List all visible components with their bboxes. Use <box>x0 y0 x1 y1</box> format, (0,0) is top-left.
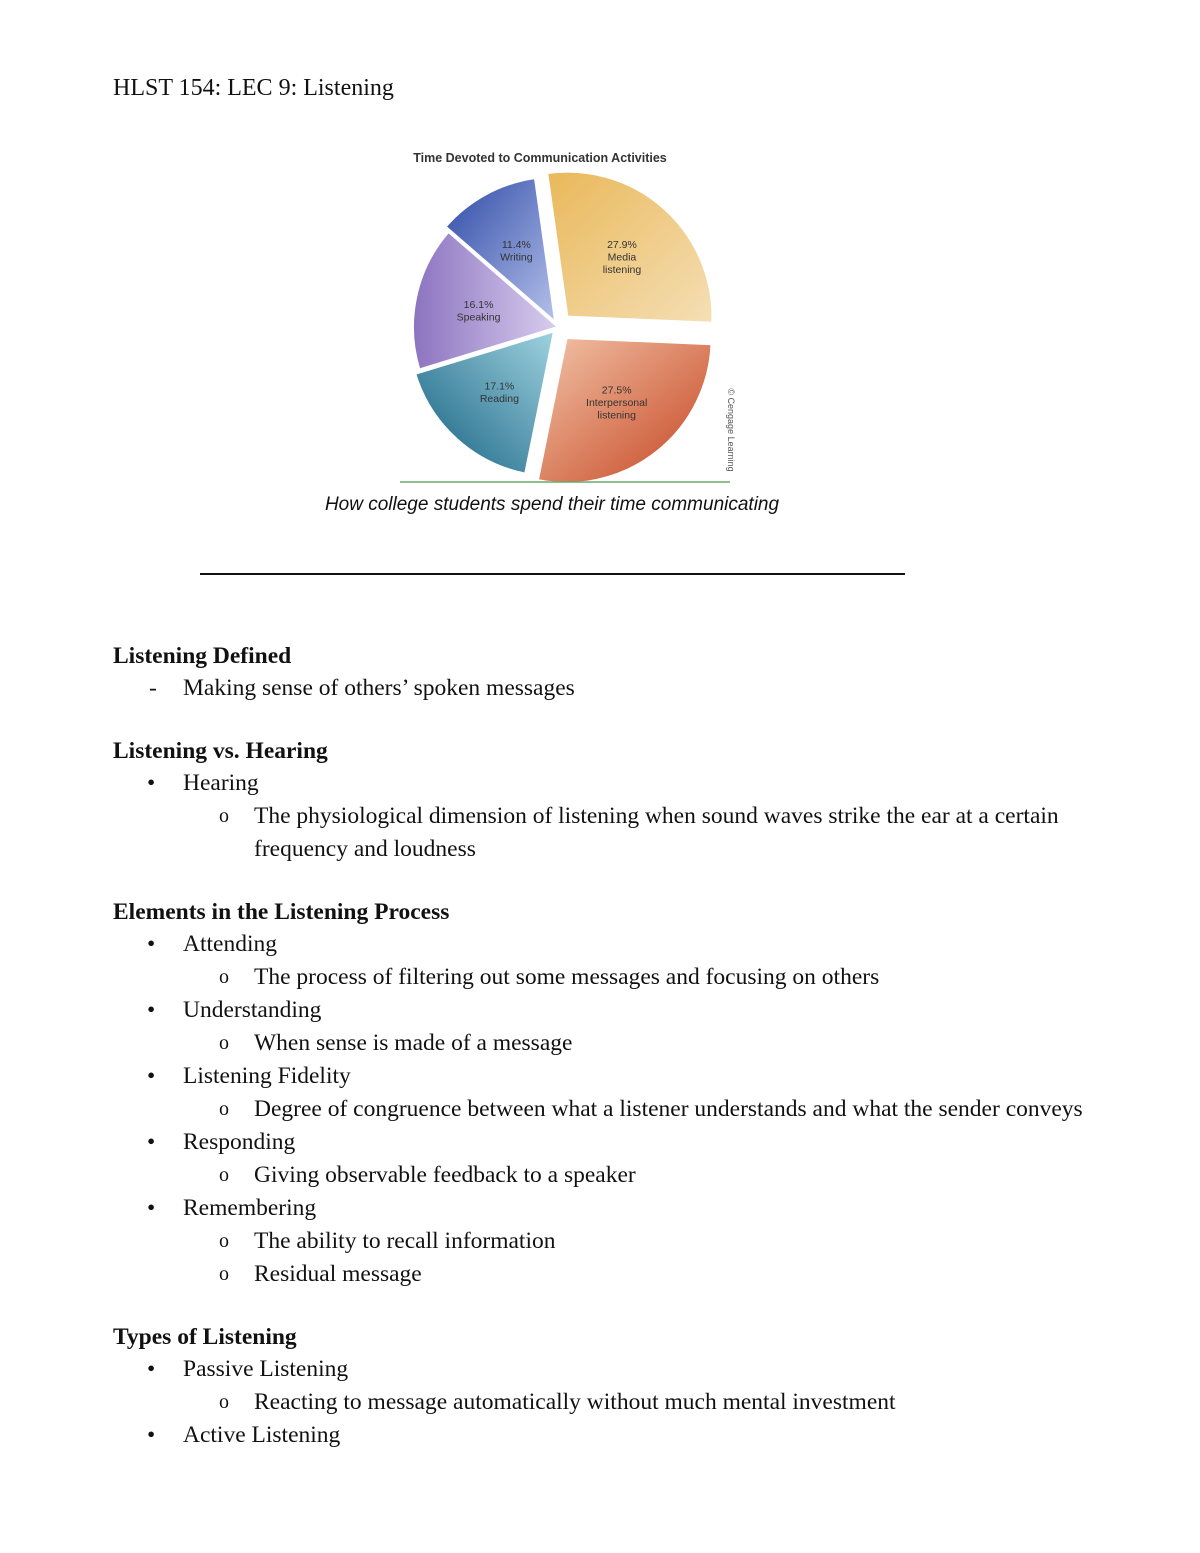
sub-list-item <box>113 961 1093 994</box>
list-item <box>113 1192 1093 1225</box>
circle-marker: o <box>219 1164 229 1186</box>
list-item <box>113 1126 1093 1159</box>
list-item-text: Passive Listening <box>183 1356 349 1382</box>
list-item <box>113 1353 1093 1386</box>
notes-section <box>113 896 1093 1291</box>
bullet-marker: • <box>147 931 156 957</box>
notes-content <box>113 640 1093 1482</box>
slice-label-writing: 11.4% Writing <box>500 239 533 264</box>
list-item <box>113 672 1093 705</box>
list-item <box>113 928 1093 961</box>
horizontal-rule <box>200 573 905 575</box>
notes-section <box>113 735 1093 866</box>
list-item <box>113 767 1093 800</box>
circle-marker: o <box>219 1032 229 1054</box>
slice-label-speaking: 16.1% Speaking <box>456 298 501 324</box>
slice-label-reading: 17.1% Reading <box>479 380 519 405</box>
circle-marker: o <box>219 805 229 827</box>
bullet-marker: • <box>147 1356 156 1382</box>
list-item-text: Hearing <box>183 770 259 796</box>
slice-label-media-listening: 27.9% Media listening <box>602 238 642 276</box>
slice-label-interpersonal-listening: 27.5% Interpersonal listening <box>586 384 648 422</box>
bullet-marker: • <box>147 770 156 796</box>
list-item-text: Active Listening <box>183 1422 341 1448</box>
sub-list-item <box>113 1159 1093 1192</box>
circle-marker: o <box>219 1263 229 1285</box>
bullet-marker: • <box>147 1063 156 1089</box>
sub-list-item <box>113 800 1093 866</box>
sub-list-item-text: When sense is made of a message <box>254 1030 573 1056</box>
chart-caption: How college students spend their time communicating <box>324 494 780 515</box>
chart-title: Time Devoted to Communication Activities <box>413 151 667 165</box>
sub-list-item-text: The ability to recall information <box>254 1228 556 1254</box>
sub-list-item-text: The physiological dimension of listening when sound waves strike the ear at a certain frequency and loudness <box>254 803 1059 862</box>
section-heading: Listening vs. Hearing <box>113 738 328 764</box>
sub-list-item-text: Degree of congruence between what a listener understands and what the sender conveys <box>254 1096 1083 1122</box>
circle-marker: o <box>219 1098 229 1120</box>
sub-list-item-text: Reacting to message automatically without much mental investment <box>254 1389 896 1415</box>
section-heading: Listening Defined <box>113 643 292 669</box>
bullet-marker: • <box>147 1195 156 1221</box>
pie-chart <box>280 138 840 528</box>
list-item-text: Attending <box>183 931 277 957</box>
circle-marker: o <box>219 1230 229 1252</box>
section-heading: Elements in the Listening Process <box>113 899 450 925</box>
document-title: HLST 154: LEC 9: Listening <box>113 75 394 101</box>
circle-marker: o <box>219 1391 229 1413</box>
dash-marker: - <box>149 675 157 701</box>
bullet-marker: • <box>147 1422 156 1448</box>
sub-list-item <box>113 1225 1093 1258</box>
notes-section <box>113 1321 1093 1452</box>
bullet-marker: • <box>147 997 156 1023</box>
list-item <box>113 1060 1093 1093</box>
sub-list-item <box>113 1386 1093 1419</box>
sub-list-item <box>113 1258 1093 1291</box>
list-item <box>113 1419 1093 1452</box>
list-item-text: Remembering <box>183 1195 317 1221</box>
circle-marker: o <box>219 966 229 988</box>
list-item-text: Listening Fidelity <box>183 1063 351 1089</box>
sub-list-item <box>113 1093 1093 1126</box>
notes-section <box>113 640 1093 705</box>
section-heading: Types of Listening <box>113 1324 297 1350</box>
list-item-text: Responding <box>183 1129 296 1155</box>
sub-list-item-text: Residual message <box>254 1261 422 1287</box>
sub-list-item-text: The process of filtering out some messages and focusing on others <box>254 964 880 990</box>
list-item <box>113 994 1093 1027</box>
sub-list-item <box>113 1027 1093 1060</box>
sub-list-item-text: Giving observable feedback to a speaker <box>254 1162 636 1188</box>
list-item-text: Making sense of others’ spoken messages <box>183 675 575 701</box>
pie-chart-figure <box>280 138 840 528</box>
credit-label: © Cengage Learning <box>726 388 736 472</box>
bullet-marker: • <box>147 1129 156 1155</box>
list-item-text: Understanding <box>183 997 322 1023</box>
